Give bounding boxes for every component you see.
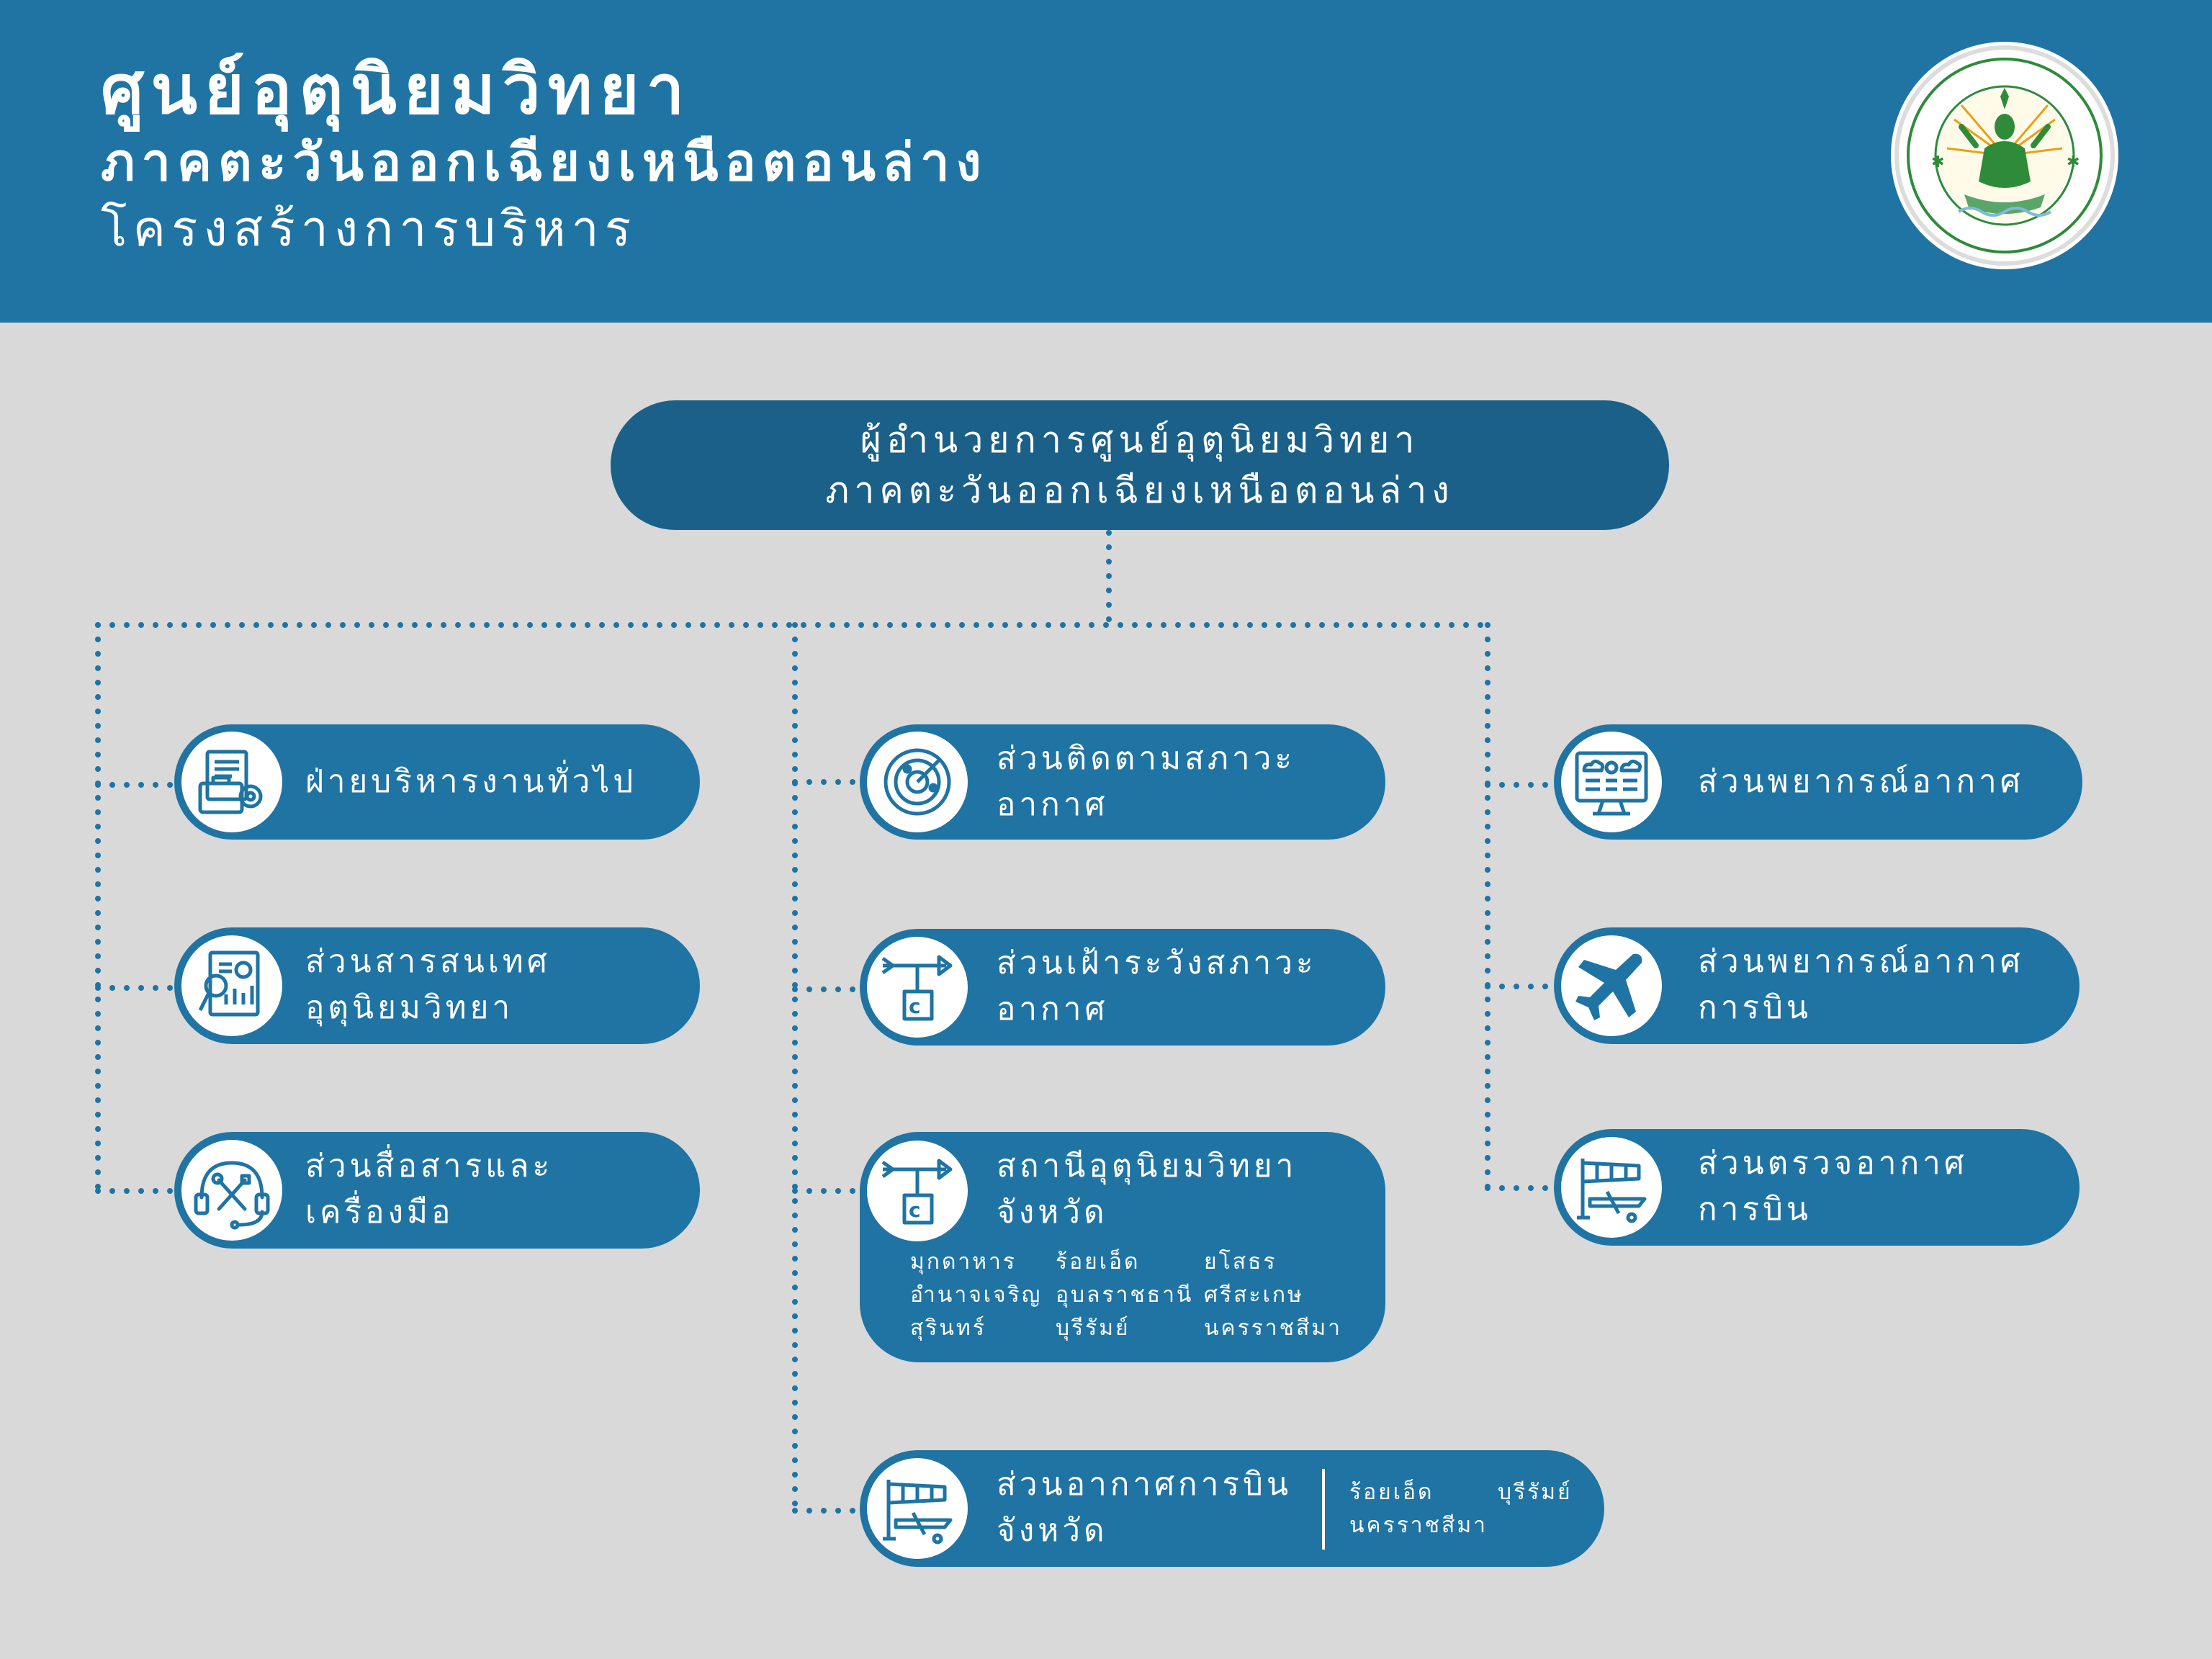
box-label-line2: อากาศ: [997, 991, 1109, 1028]
box-label-line2: จังหวัด: [997, 1194, 1108, 1231]
airplane-icon: [1561, 935, 1662, 1036]
forecast-monitor-icon: [1561, 732, 1662, 832]
box-label-line1: สถานีอุตุนิยมวิทยา: [997, 1148, 1298, 1184]
radar-icon: [867, 732, 968, 832]
box-label-line1: ส่วนอากาศการบิน: [997, 1466, 1292, 1503]
province-item: บุรีรัมย์: [1498, 1480, 1573, 1505]
box-label-line2: เครื่องมือ: [305, 1194, 454, 1231]
province-item: ร้อยเอ็ด: [1349, 1480, 1434, 1505]
page-subtitle: ภาคตะวันออกเฉียงเหนือตอนล่าง: [101, 132, 988, 192]
box-weather-forecast: [1554, 724, 2082, 840]
box-label-line1: ส่วนพยากรณ์อากาศ: [1698, 943, 2024, 980]
province-item: นครราชสีมา: [1349, 1513, 1488, 1538]
province-item: อำนาจเจริญ: [910, 1282, 1043, 1308]
box-label-line1: ส่วนเฝ้าระวังสภาวะ: [997, 945, 1317, 981]
box-label-line2: อุตุนิยมวิทยา: [305, 989, 514, 1026]
headset-tools-icon: [181, 1140, 282, 1241]
province-item: สุรินทร์: [910, 1316, 986, 1341]
province-item: ศรีสะเกษ: [1204, 1282, 1304, 1308]
box-general-admin: [174, 724, 700, 840]
page-title: ศูนย์อุตุนิยมวิทยา: [101, 51, 692, 130]
windsock-airplane-icon: [1561, 1137, 1662, 1238]
box-label-line1: ส่วนติดตามสภาวะ: [997, 740, 1295, 777]
box-weather-surveillance: [860, 929, 1385, 1046]
svg-text:c: c: [909, 1198, 921, 1222]
briefcase-gear-icon: [181, 732, 282, 832]
box-communication-instruments: [174, 1132, 700, 1249]
windsock-airplane-icon: [867, 1458, 968, 1559]
report-magnifier-icon: [181, 935, 282, 1036]
box-label-line1: ส่วนพยากรณ์อากาศ: [1698, 763, 2024, 800]
box-provincial-aviation: [860, 1450, 1604, 1567]
box-meteorological-information: [174, 927, 700, 1044]
box-label-line2: จังหวัด: [997, 1512, 1108, 1549]
svg-text:c: c: [909, 994, 921, 1018]
divider: [1322, 1469, 1325, 1550]
box-label-line2: การบิน: [1698, 989, 1812, 1026]
weather-vane-thermometer-icon: [867, 1141, 968, 1241]
box-label-line2: อากาศ: [997, 786, 1109, 823]
svg-text:✱: ✱: [1931, 153, 1945, 171]
weather-vane-thermometer-icon: [867, 937, 968, 1038]
box-label-line1: ฝ่ายบริหารงานทั่วไป: [305, 763, 637, 800]
director-line2: ภาคตะวันออกเฉียงเหนือตอนล่าง: [825, 469, 1455, 511]
director-line1: ผู้อำนวยการศูนย์อุตุนิยมวิทยา: [860, 419, 1420, 461]
page-caption: โครงสร้างการบริหาร: [101, 201, 637, 258]
province-item: ร้อยเอ็ด: [1056, 1249, 1141, 1274]
box-provincial-stations: [860, 1132, 1385, 1362]
box-label-line2: การบิน: [1698, 1191, 1812, 1228]
province-item: นครราชสีมา: [1204, 1316, 1342, 1341]
box-aviation-forecast: [1554, 927, 2080, 1044]
province-item: ยโสธร: [1204, 1249, 1277, 1274]
box-label-line1: ส่วนสื่อสารและ: [305, 1148, 554, 1184]
box-label-line1: ส่วนตรวจอากาศ: [1698, 1145, 1968, 1182]
province-item: อุบลราชธานี: [1056, 1282, 1194, 1308]
box-weather-monitoring: [860, 724, 1385, 840]
province-item: บุรีรัมย์: [1056, 1316, 1130, 1341]
province-item: มุกดาหาร: [910, 1249, 1017, 1274]
director-box: [611, 400, 1669, 530]
box-label-line1: ส่วนสารสนเทศ: [305, 943, 551, 980]
box-aviation-observation: [1554, 1129, 2080, 1246]
svg-text:✱: ✱: [2067, 153, 2080, 171]
